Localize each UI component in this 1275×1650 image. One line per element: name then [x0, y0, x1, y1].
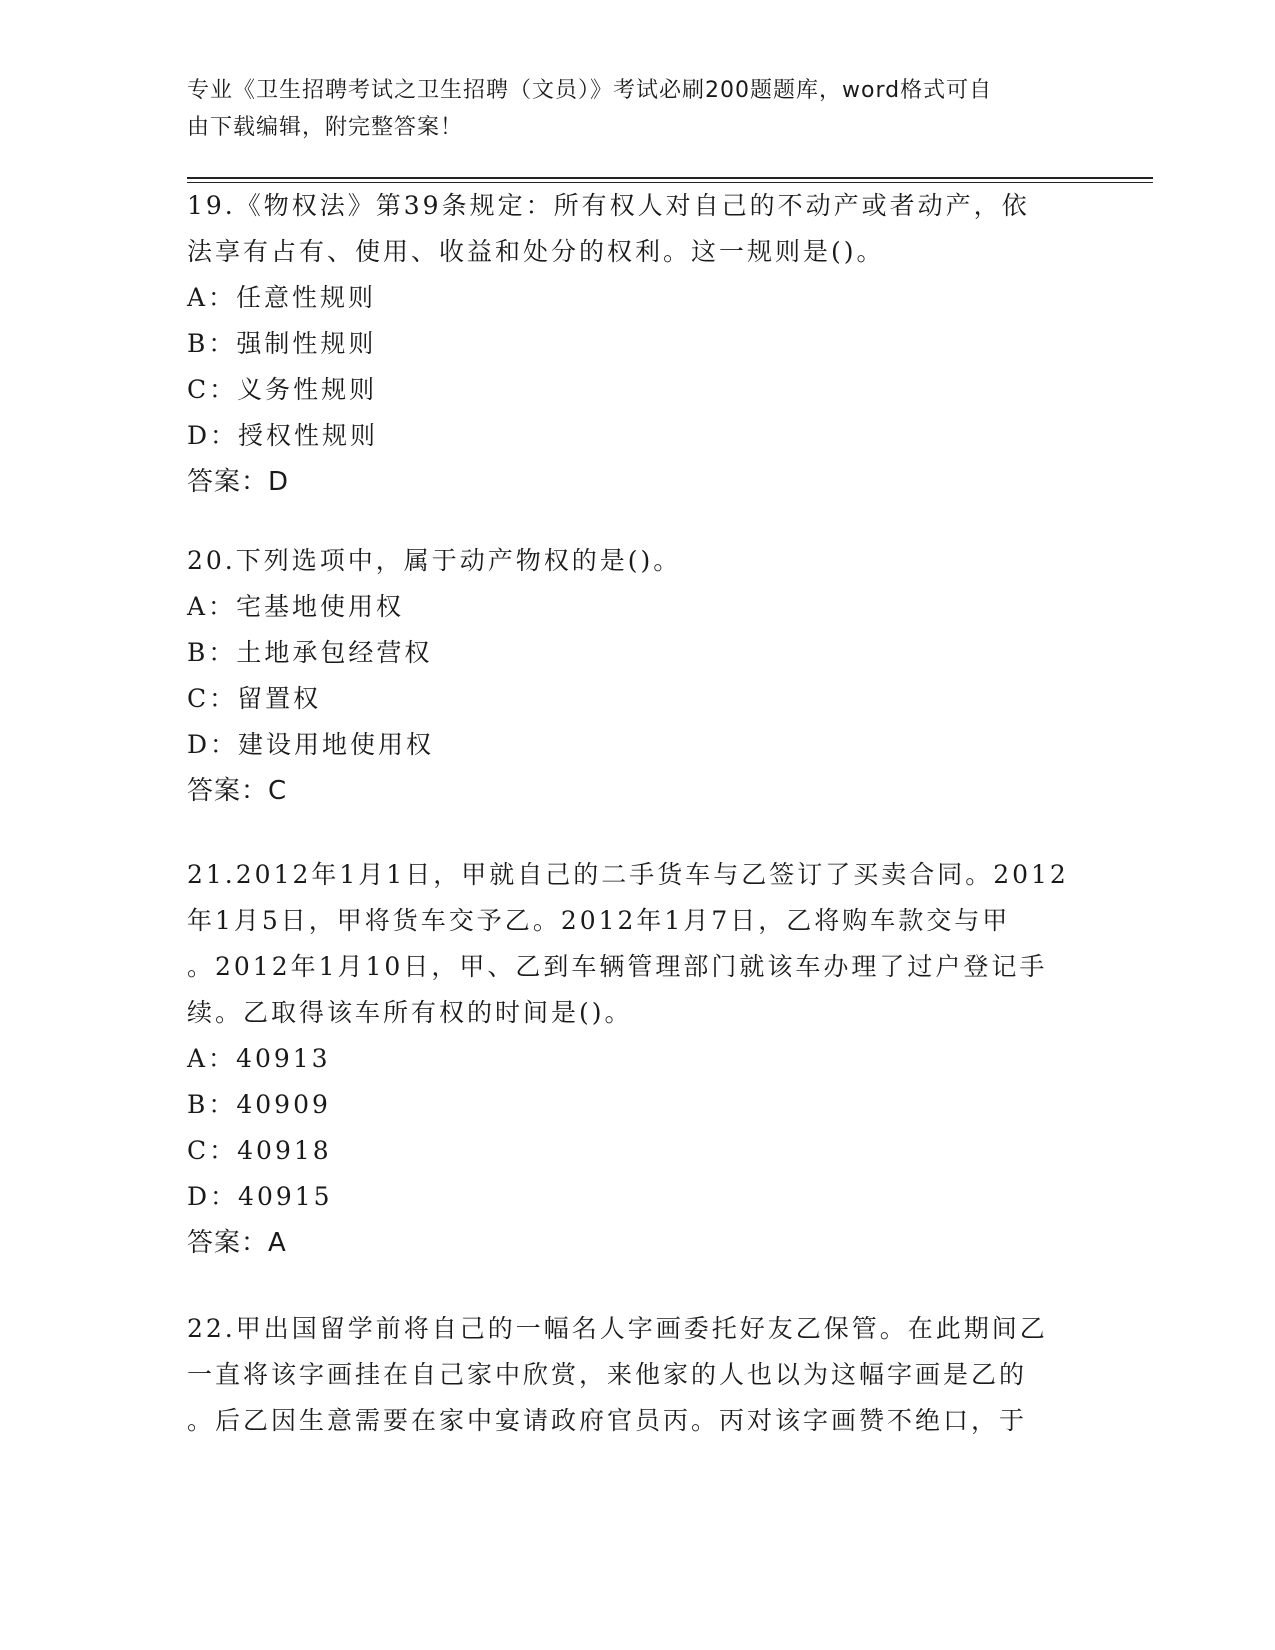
question-19	[187, 183, 1087, 505]
option-c: C：义务性规则	[187, 375, 378, 404]
option-a: A：宅基地使用权	[187, 592, 405, 621]
question-text-line: 续。乙取得该车所有权的时间是()。	[187, 998, 633, 1027]
option-d: D：授权性规则	[187, 421, 379, 450]
question-text-line: 法享有占有、使用、收益和处分的权利。这一规则是()。	[187, 237, 885, 266]
option-c: C：40918	[187, 1136, 332, 1165]
question-text-line: 19.《物权法》第39条规定：所有权人对自己的不动产或者动产，依	[187, 191, 1030, 220]
question-text-line: 一直将该字画挂在自己家中欣赏，来他家的人也以为这幅字画是乙的	[187, 1360, 1028, 1389]
question-21	[187, 852, 1087, 1266]
header-line-2: 由下载编辑，附完整答案！	[187, 115, 464, 140]
option-a: A：40913	[187, 1044, 331, 1073]
question-text-line: 。后乙因生意需要在家中宴请政府官员丙。丙对该字画赞不绝口，于	[187, 1406, 1028, 1435]
option-b: B：土地承包经营权	[187, 638, 433, 667]
option-c: C：留置权	[187, 684, 322, 713]
option-b: B：40909	[187, 1090, 331, 1119]
document-header	[187, 72, 1067, 146]
question-text-line: 22.甲出国留学前将自己的一幅名人字画委托好友乙保管。在此期间乙	[187, 1314, 1048, 1343]
option-d: D：建设用地使用权	[187, 730, 435, 759]
answer: 答案：C	[187, 776, 288, 806]
question-text-line: 年1月5日，甲将货车交予乙。2012年1月7日，乙将购车款交与甲	[187, 906, 1011, 935]
question-text-line: 20.下列选项中，属于动产物权的是()。	[187, 546, 682, 575]
answer: 答案：A	[187, 1228, 287, 1258]
answer: 答案：D	[187, 467, 290, 497]
question-text-line: 21.2012年1月1日，甲就自己的二手货车与乙签订了买卖合同。2012	[187, 860, 1069, 889]
question-20	[187, 538, 1087, 814]
option-b: B：强制性规则	[187, 329, 377, 358]
header-divider-thick	[187, 177, 1153, 179]
option-d: D：40915	[187, 1182, 333, 1211]
question-text-line: 。2012年1月10日，甲、乙到车辆管理部门就该车办理了过户登记手	[187, 952, 1048, 981]
header-line-1: 专业《卫生招聘考试之卫生招聘（文员）》考试必刷200题题库，word格式可自	[187, 78, 993, 103]
question-22	[187, 1306, 1087, 1444]
option-a: A：任意性规则	[187, 283, 377, 312]
